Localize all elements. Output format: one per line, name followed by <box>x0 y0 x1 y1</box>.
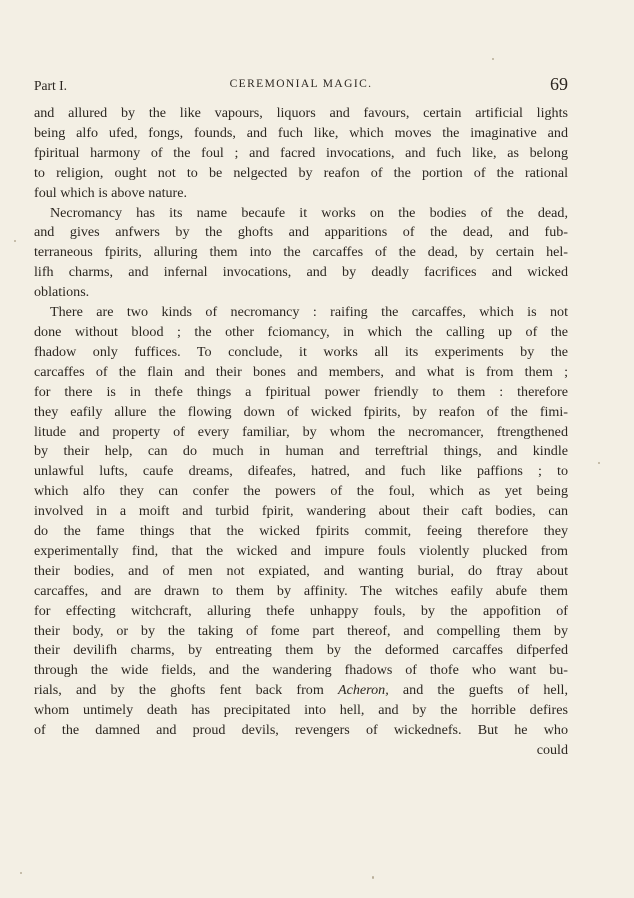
text-line: carcaffes, and are drawn to them by affinity. The witches eafily abufe them <box>34 582 568 599</box>
text-line: do the fame things that the wicked fpirits commit, feeing therefore they <box>34 523 568 540</box>
text-line: unlawful lufts, caufe dreams, difeafes, hatred, and fuch like paffions ; to <box>34 463 568 480</box>
paragraph-1 <box>34 104 568 204</box>
text-line: fpiritual harmony of the foul ; and facred invocations, and fuch like, as belong <box>34 144 568 161</box>
text-line: foul which is above nature. <box>34 184 188 201</box>
text-line: for effecting witchcraft, alluring thefe unhappy fouls, by the appofition of <box>34 602 568 619</box>
text-line: and gives anfwers by the ghofts and apparitions of the dead, and fub- <box>34 224 568 241</box>
text-line: There are two kinds of necromancy : raifing the carcaffes, which is not <box>50 304 568 321</box>
text-line: done without blood ; the other fciomancy, in which the calling up of the <box>34 323 568 340</box>
paper-speck <box>598 462 600 464</box>
paragraph-3 <box>34 303 568 741</box>
italic-word-acheron: Acheron, <box>337 682 389 699</box>
text-line: their body, or by the taking of fome part thereof, and compelling them by <box>34 622 568 639</box>
text-line: terraneous fpirits, alluring them into the carcaffes of the dead, by certain hel- <box>34 244 568 261</box>
text-line: of the damned and proud devils, revengers of wickednefs. But he who <box>34 722 568 739</box>
text-line: fhadow only fuffices. To conclude, it works all its experiments by the <box>34 343 568 360</box>
text-line: to religion, ought not to be nelgected by reafon of the portion of the rational <box>34 164 568 181</box>
text-line: they eafily allure the flowing down of wicked fpirits, by reafon of the fimi- <box>34 403 568 420</box>
text-line: carcaffes of the flain and their bones and members, and what is from them ; <box>34 363 568 380</box>
part-label: Part I. <box>34 78 67 93</box>
text-line: lifh charms, and infernal invocations, and by deadly facrifices and wicked <box>34 264 568 281</box>
text-line: their bodies, and of men not expiated, and wanting burial, do ftray about <box>34 562 568 579</box>
text-line: and allured by the like vapours, liquors and favours, certain artificial lights <box>34 105 568 121</box>
page-number: 69 <box>550 74 568 94</box>
text-line: being alfo ufed, fongs, founds, and fuch like, which moves the imaginative and <box>34 124 568 141</box>
paper-speck <box>372 876 374 879</box>
text-line: through the wide fields, and the wandering fhadows of thofe who want bu- <box>34 662 568 679</box>
text-line-acheron <box>34 681 568 701</box>
paper-speck <box>492 58 494 60</box>
running-header <box>34 74 568 96</box>
catchword: could <box>536 742 568 758</box>
text-line: which alfo they can confer the powers of the foul, which as yet being <box>34 483 568 500</box>
text-line: experimentally find, that the wicked and impure fouls violently plucked from <box>34 542 568 559</box>
text-fragment: and the guefts of hell, <box>388 682 568 699</box>
chapter-title: CEREMONIAL MAGIC. <box>229 78 373 90</box>
text-fragment: rials, and by the ghofts fent back from <box>34 682 338 699</box>
text-line: involved in a moift and turbid fpirit, wandering about their caft bodies, can <box>34 503 568 520</box>
text-line: for there is in thefe things a fpiritual power friendly to them : therefore <box>34 383 568 400</box>
paper-speck <box>14 240 16 242</box>
paragraph-2 <box>34 204 568 304</box>
paper-speck <box>20 872 22 874</box>
text-line: whom untimely death has precipitated into hell, and by the horrible defires <box>34 702 568 719</box>
text-line: Necromancy has its name becaufe it works on the bodies of the dead, <box>50 204 568 221</box>
text-line: by their help, can do much in human and terreftrial things, and kindle <box>34 443 568 460</box>
text-line: litude and property of every familiar, by whom the necromancer, ftrengthened <box>34 423 568 440</box>
text-line: oblations. <box>34 284 90 301</box>
page-body <box>34 104 568 761</box>
text-line: their devilifh charms, by entreating them by the deformed carcaffes difperfed <box>34 642 568 659</box>
